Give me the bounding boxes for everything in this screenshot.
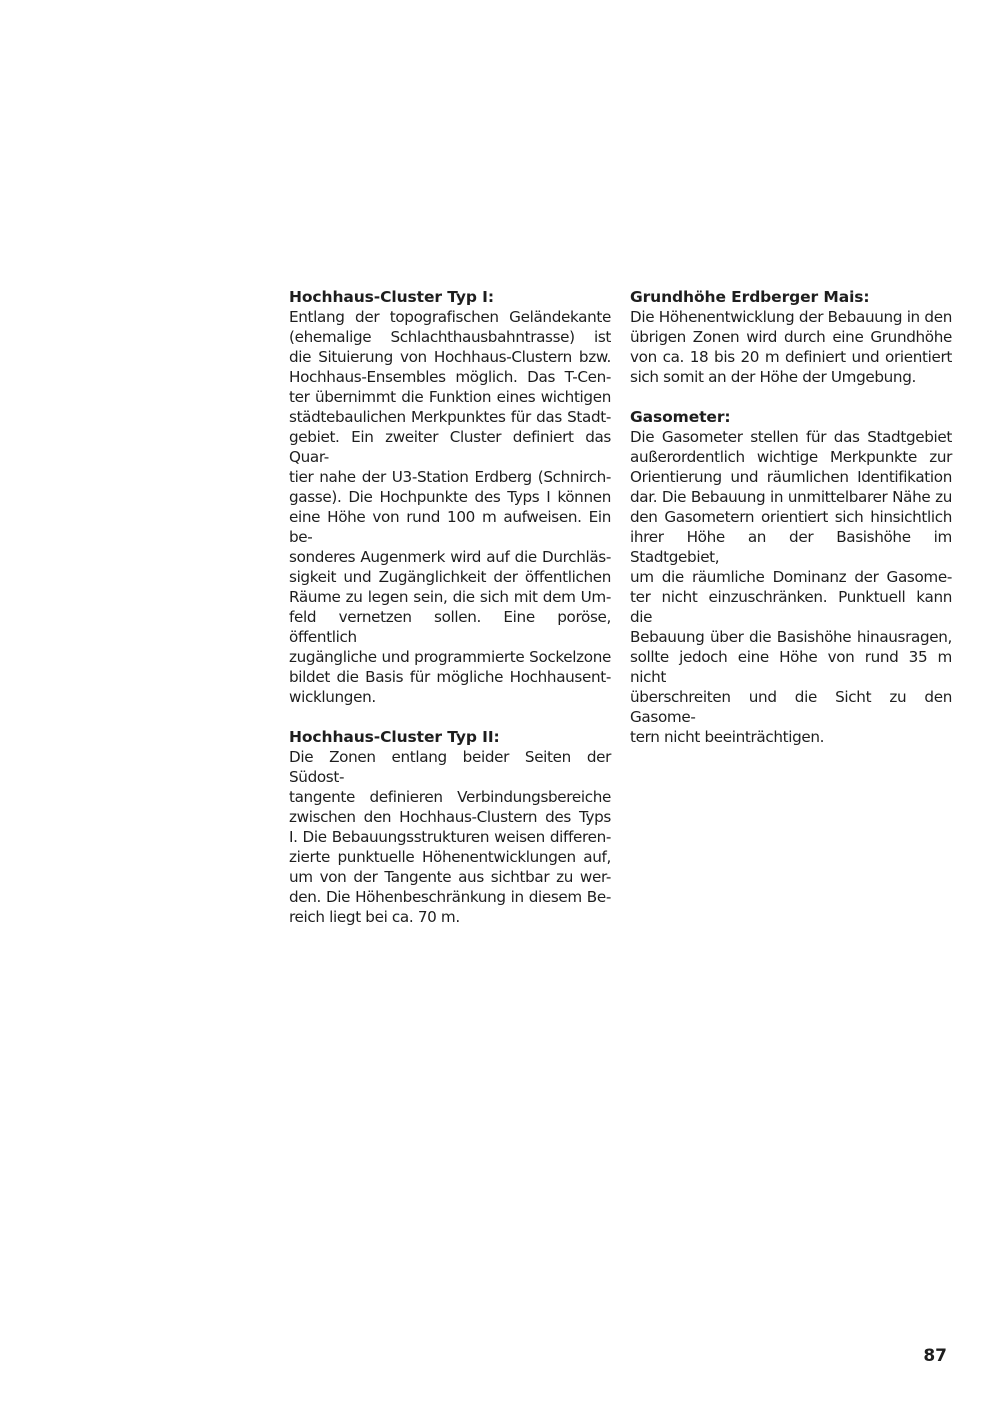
text-line: I. Die Bebauungsstrukturen weisen differen- [289,828,611,846]
section-heading: Hochhaus-Cluster Typ I: [289,288,494,306]
text-line: Hochhaus-Ensembles möglich. Das T-Cen- [289,368,611,386]
right-column [630,287,952,767]
text-line: Bebauung über die Basishöhe hinausragen, [630,628,952,646]
text-line: zugängliche und programmierte Sockelzone [289,648,611,666]
section-body [289,307,611,707]
text-line: Die Höhenentwicklung der Bebauung in den [630,308,952,326]
section-grundhoehe [630,287,952,387]
text-line: Die Gasometer stellen für das Stadtgebiet [630,428,952,446]
text-line: sonderes Augenmerk wird auf die Durchläs- [289,548,611,566]
text-line: von ca. 18 bis 20 m definiert und orientiert [630,348,952,366]
section-heading: Grundhöhe Erdberger Mais: [630,288,870,306]
text-line: Orientierung und räumlichen Identifikation [630,468,952,486]
text-line: dar. Die Bebauung in unmittelbarer Nähe zu [630,488,952,506]
text-line: sich somit an der Höhe der Umgebung. [630,368,916,386]
text-line: außerordentlich wichtige Merkpunkte zur [630,448,952,466]
page-number: 87 [923,1346,947,1366]
text-line: ihrer Höhe an der Basishöhe im Stadtgebiet, [630,528,952,566]
text-line: wicklungen. [289,688,376,706]
text-line: ter übernimmt die Funktion eines wichtigen [289,388,611,406]
section-gasometer [630,407,952,747]
section-body [630,307,952,387]
text-line: zwischen den Hochhaus-Clustern des Typs [289,808,611,826]
text-line: sigkeit und Zugänglichkeit der öffentlichen [289,568,611,586]
section-cluster-typ-1 [289,287,611,707]
text-line: überschreiten und die Sicht zu den Gasome- [630,688,952,726]
text-line: übrigen Zonen wird durch eine Grundhöhe [630,328,952,346]
section-heading: Gasometer: [630,408,731,426]
text-line: Räume zu legen sein, die sich mit dem Um- [289,588,611,606]
text-line: zierte punktuelle Höhenentwicklungen auf, [289,848,611,866]
text-line: den. Die Höhenbeschränkung in diesem Be- [289,888,611,906]
left-column [289,287,611,947]
text-line: um die räumliche Dominanz der Gasome- [630,568,952,586]
text-line: städtebaulichen Merkpunktes für das Stadt- [289,408,611,426]
text-line: eine Höhe von rund 100 m aufweisen. Ein be- [289,508,611,546]
text-line: gasse). Die Hochpunkte des Typs I können [289,488,611,506]
text-line: ter nicht einzuschränken. Punktuell kann die [630,588,952,626]
text-line: (ehemalige Schlachthausbahntrasse) ist [289,328,611,346]
section-body [630,427,952,747]
section-heading: Hochhaus-Cluster Typ II: [289,728,500,746]
section-cluster-typ-2 [289,727,611,927]
text-line: sollte jedoch eine Höhe von rund 35 m nicht [630,648,952,686]
text-line: bildet die Basis für mögliche Hochhausent- [289,668,611,686]
text-line: um von der Tangente aus sichtbar zu wer- [289,868,611,886]
section-body [289,747,611,927]
text-line: reich liegt bei ca. 70 m. [289,908,460,926]
text-line: Entlang der topografischen Geländekante [289,308,611,326]
text-line: Die Zonen entlang beider Seiten der Südost- [289,748,611,786]
text-line: die Situierung von Hochhaus-Clustern bzw. [289,348,611,366]
text-line: tier nahe der U3-Station Erdberg (Schnirch- [289,468,611,486]
text-line: feld vernetzen sollen. Eine poröse, öffentlich [289,608,611,646]
text-line: gebiet. Ein zweiter Cluster definiert das Quar- [289,428,611,466]
text-line: den Gasometern orientiert sich hinsichtlich [630,508,952,526]
text-line: tern nicht beeinträchtigen. [630,728,825,746]
text-line: tangente definieren Verbindungsbereiche [289,788,611,806]
